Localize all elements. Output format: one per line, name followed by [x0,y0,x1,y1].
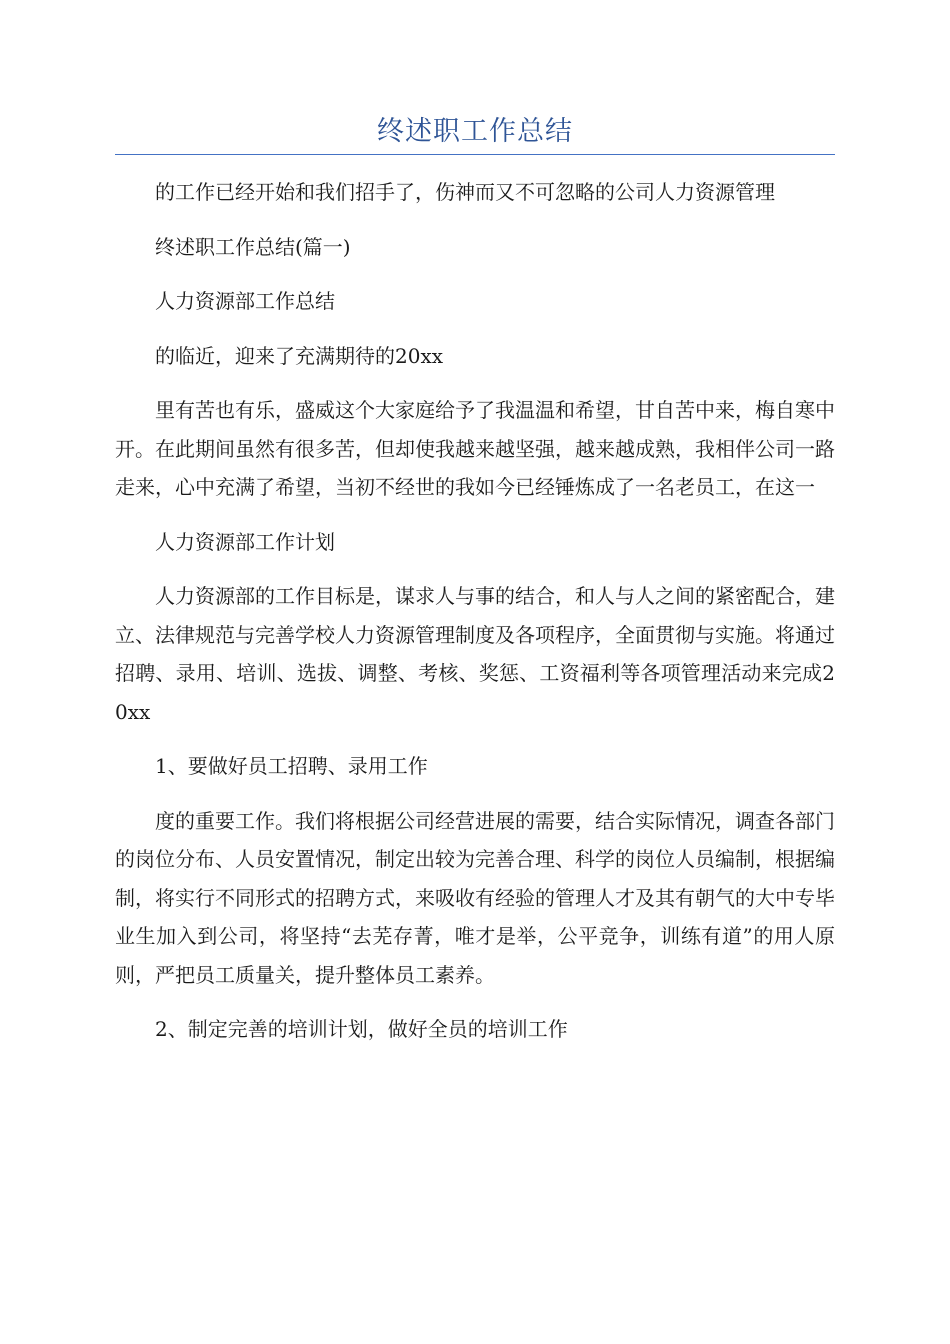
document-body [115,173,835,1065]
body-paragraph: 度的重要工作。我们将根据公司经营进展的需要，结合实际情况，调查各部门的岗位分布、人员安置情况，制定出较为完善合理、科学的岗位人员编制，根据编制，将实行不同形式的招聘方式，来吸收有经验的管理人才及其有朝气的大中专毕业生加入到公司，将坚持“去芜存菁，唯才是举，公平竞争，训练有道”的用人原则，严把员工质量关，提升整体员工素养。 [115,808,835,987]
body-paragraph: 人力资源部的工作目标是，谋求人与事的结合，和人与人之间的紧密配合，建立、法律规范与完善学校人力资源管理制度及各项程序，全面贯彻与实施。将通过招聘、录用、培训、选拔、调整、考核、奖惩、工资福利等各项管理活动来完成20xx [115,584,835,724]
document-title: 终述职工作总结 [377,116,573,147]
section-heading: 人力资源部工作总结 [155,289,335,313]
section-heading: 人力资源部工作计划 [155,529,335,554]
list-item-heading: 2、制定完善的培训计划，做好全员的培训工作 [155,1017,568,1041]
section-heading: 终述职工作总结(篇一) [155,234,351,259]
title-underline [115,154,835,155]
body-paragraph: 的工作已经开始和我们招手了，伤神而又不可忽略的公司人力资源管理 [155,180,775,204]
list-item-heading: 1、要做好员工招聘、录用工作 [155,754,428,778]
body-paragraph: 里有苦也有乐，盛威这个大家庭给予了我温温和希望，甘自苦中来，梅自寒中开。在此期间虽然有很多苦，但却使我越来越坚强，越来越成熟，我相伴公司一路走来，心中充满了希望，当初不经世的我如今已经锤炼成了一名老员工，在这一 [115,398,835,499]
body-paragraph: 的临近，迎来了充满期待的20xx [155,343,444,368]
